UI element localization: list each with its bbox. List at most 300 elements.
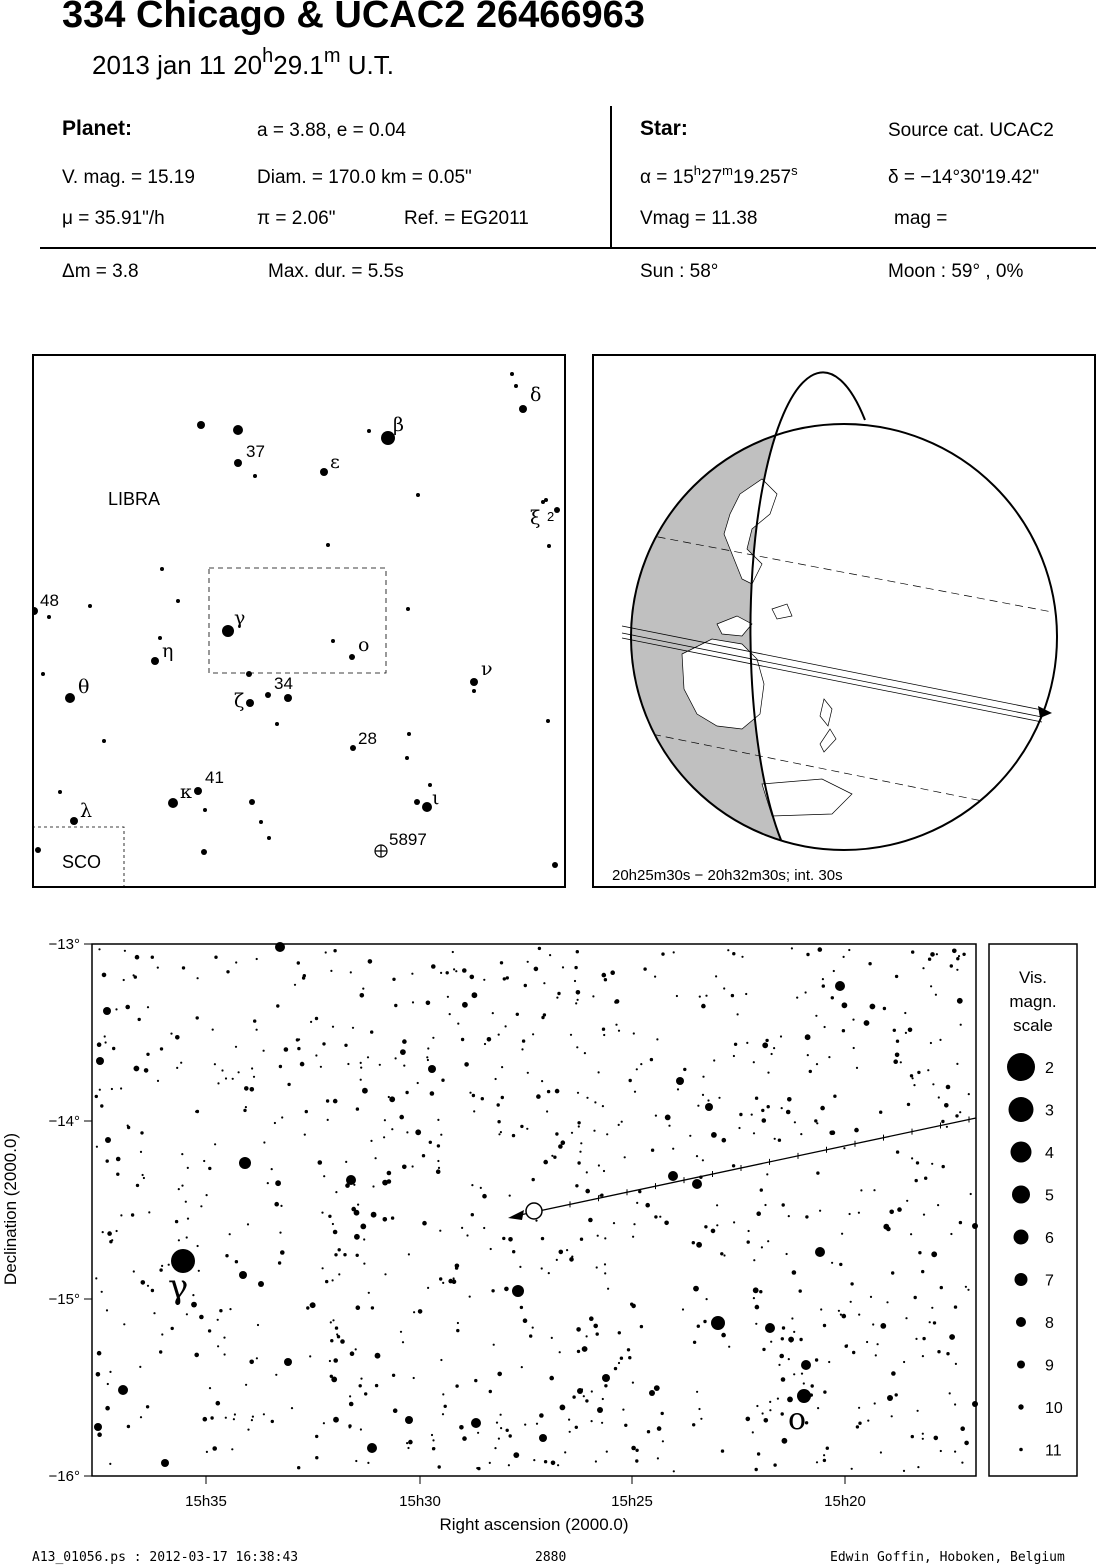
chart-star-455 xyxy=(332,1279,334,1281)
legend-dot-6 xyxy=(1014,1230,1029,1245)
chart-star-66 xyxy=(96,1372,101,1377)
chart-star-239 xyxy=(654,976,656,978)
chart-star-490 xyxy=(375,1157,377,1159)
chart-star-190 xyxy=(437,1119,439,1121)
chart-star-243 xyxy=(471,1213,474,1216)
chart-star-517 xyxy=(762,1412,764,1414)
chart-star-301 xyxy=(824,1026,826,1028)
chart-star-354 xyxy=(823,1454,825,1456)
chart-star-204 xyxy=(456,1329,459,1332)
chart-star-843 xyxy=(474,1379,477,1382)
chart-star-451 xyxy=(186,1236,188,1238)
chart-star-318 xyxy=(843,956,845,958)
chart-star-654 xyxy=(746,1042,748,1044)
chart-star-298 xyxy=(332,1319,334,1321)
chart-star-502 xyxy=(601,1422,603,1424)
chart-star-390 xyxy=(603,1034,605,1036)
chart-star-430 xyxy=(933,1321,936,1324)
chart-star-474 xyxy=(696,1391,698,1393)
chart-star-894 xyxy=(769,1409,771,1411)
chart-star-848 xyxy=(484,1043,486,1045)
chart-star-735 xyxy=(562,966,564,968)
legend-label-7: 7 xyxy=(1045,1272,1054,1290)
chart-star-401 xyxy=(886,1227,891,1232)
chart-star-422 xyxy=(161,1265,163,1267)
chart-star-293 xyxy=(911,1157,913,1159)
chart-star-387 xyxy=(512,1134,515,1137)
chart-star-98 xyxy=(569,1431,571,1433)
finder-star-24 xyxy=(331,639,335,643)
chart-star-375 xyxy=(206,1451,208,1453)
chart-star-408 xyxy=(576,990,581,995)
chart-star-110 xyxy=(650,1058,653,1061)
chart-star-585 xyxy=(196,1110,199,1113)
chart-star-bright-6 xyxy=(668,1171,678,1181)
chart-star-797 xyxy=(127,1125,129,1127)
chart-star-630 xyxy=(817,1407,819,1409)
star-heading: Star: xyxy=(640,117,688,140)
finder-chart xyxy=(32,354,566,888)
chart-star-396 xyxy=(96,1146,98,1148)
ra-tick-label-2: 15h25 xyxy=(611,1493,653,1510)
chart-star-581 xyxy=(854,1128,859,1133)
footer-author: Edwin Goffin, Hoboken, Belgium xyxy=(830,1550,1065,1565)
footer-file: A13_01056.ps : 2012-03-17 16:38:43 xyxy=(32,1550,299,1565)
chart-star-119 xyxy=(791,1317,793,1319)
chart-star-778 xyxy=(922,1337,925,1340)
chart-star-805 xyxy=(613,1222,615,1224)
chart-star-178 xyxy=(464,1062,469,1067)
finder-star-54 xyxy=(552,862,558,868)
chart-star-175 xyxy=(321,1212,323,1214)
chart-star-531 xyxy=(765,1039,768,1042)
chart-star-212 xyxy=(689,1135,691,1137)
finder-star-25 xyxy=(349,654,355,660)
chart-star-43 xyxy=(566,1249,568,1251)
chart-star-840 xyxy=(607,1288,609,1290)
chart-star-874 xyxy=(833,970,835,972)
chart-star-94 xyxy=(212,1029,214,1031)
chart-star-378 xyxy=(635,1459,638,1462)
chart-star-719 xyxy=(791,947,793,949)
chart-star-263 xyxy=(728,1346,730,1348)
chart-star-bright-1 xyxy=(275,942,285,952)
chart-star-641 xyxy=(843,1147,845,1149)
chart-star-639 xyxy=(621,1121,623,1123)
chart-star-bright-34 xyxy=(887,1395,893,1401)
finder-star-43 xyxy=(168,798,178,808)
chart-star-745 xyxy=(400,1331,402,1333)
chart-star-769 xyxy=(845,1345,848,1348)
chart-star-420 xyxy=(471,1184,473,1186)
chart-star-441 xyxy=(191,1302,197,1308)
chart-star-536 xyxy=(100,1104,103,1107)
chart-star-687 xyxy=(403,1065,405,1067)
chart-star-252 xyxy=(513,1452,519,1458)
chart-star-816 xyxy=(146,1405,149,1408)
chart-star-625 xyxy=(363,1238,365,1240)
chart-star-644 xyxy=(438,1167,440,1169)
chart-star-498 xyxy=(586,1335,588,1337)
date-text: 2013 jan 11 20 xyxy=(92,50,263,80)
chart-star-210 xyxy=(457,1023,459,1025)
chart-star-546 xyxy=(753,1132,755,1134)
chart-star-144 xyxy=(497,1103,500,1106)
chart-star-161 xyxy=(198,1270,200,1272)
chart-star-610 xyxy=(661,1412,664,1415)
table-divider-horizontal xyxy=(40,247,1096,249)
chart-star-111 xyxy=(123,1323,125,1325)
chart-star-139 xyxy=(810,1393,813,1396)
chart-star-367 xyxy=(477,1467,480,1470)
chart-star-183 xyxy=(727,949,729,951)
chart-star-356 xyxy=(330,1375,333,1378)
chart-star-bright-20 xyxy=(284,1358,292,1366)
chart-star-112 xyxy=(338,1273,340,1275)
chart-star-409 xyxy=(399,1115,404,1120)
chart-star-865 xyxy=(849,1213,851,1215)
table-divider-vertical xyxy=(610,106,612,248)
finder-label-iota: ι xyxy=(432,787,440,809)
chart-star-461 xyxy=(828,1056,830,1058)
chart-star-737 xyxy=(101,1291,103,1293)
chart-star-411 xyxy=(382,1180,388,1186)
chart-star-499 xyxy=(501,1096,504,1099)
chart-star-756 xyxy=(828,1361,830,1363)
chart-star-759 xyxy=(134,975,137,978)
chart-star-683 xyxy=(588,1218,593,1223)
chart-star-133 xyxy=(585,1189,590,1194)
chart-star-88 xyxy=(755,1097,758,1100)
chart-star-763 xyxy=(323,1422,325,1424)
chart-star-12 xyxy=(426,1056,428,1058)
chart-star-849 xyxy=(235,1260,238,1263)
chart-star-442 xyxy=(893,1029,896,1032)
chart-star-689 xyxy=(793,1331,795,1333)
chart-star-77 xyxy=(356,1107,359,1110)
chart-star-126 xyxy=(603,1170,605,1172)
legend-label-5: 5 xyxy=(1045,1187,1054,1205)
chart-star-148 xyxy=(330,1321,332,1323)
chart-star-765 xyxy=(620,1357,623,1360)
chart-star-280 xyxy=(521,1048,523,1050)
chart-star-272 xyxy=(676,995,678,997)
finder-star-33 xyxy=(246,699,254,707)
finder-star-14 xyxy=(416,493,420,497)
chart-star-424 xyxy=(364,1392,367,1395)
chart-star-477 xyxy=(263,1050,265,1052)
chart-star-841 xyxy=(627,1348,630,1351)
chart-star-755 xyxy=(109,1240,112,1243)
legend-dot-5 xyxy=(1012,1186,1030,1204)
chart-star-50 xyxy=(640,1063,642,1065)
chart-star-131 xyxy=(225,1417,227,1419)
chart-star-bright-11 xyxy=(96,1057,104,1065)
chart-star-806 xyxy=(353,1184,355,1186)
chart-star-835 xyxy=(816,1122,818,1124)
chart-star-104 xyxy=(886,1301,888,1303)
chart-star-861 xyxy=(171,1327,174,1330)
chart-star-419 xyxy=(788,1215,790,1217)
chart-star-167 xyxy=(356,1254,359,1257)
chart-star-340 xyxy=(738,1127,740,1129)
planet-motion: μ = 35.91"/h xyxy=(62,208,165,229)
legend-dot-3 xyxy=(1009,1097,1034,1122)
chart-star-760 xyxy=(367,1462,369,1464)
constellation-sco: SCO xyxy=(62,852,102,872)
chart-star-406 xyxy=(937,1204,939,1206)
finder-star-52 xyxy=(35,847,41,853)
chart-star-657 xyxy=(594,1101,596,1103)
chart-star-690 xyxy=(400,1049,406,1055)
timezone: U.T. xyxy=(340,50,394,80)
chart-star-460 xyxy=(819,1210,821,1212)
chart-star-185 xyxy=(437,1160,439,1162)
chart-star-574 xyxy=(520,1306,523,1309)
chart-star-807 xyxy=(771,1053,773,1055)
chart-star-310 xyxy=(559,1351,561,1353)
chart-star-412 xyxy=(941,1120,944,1123)
finder-star-50 xyxy=(422,802,432,812)
finder-label-xi2: 2 xyxy=(547,509,555,524)
finder-star-42 xyxy=(70,817,78,825)
chart-star-658 xyxy=(360,1378,362,1380)
x-axis-label: Right ascension (2000.0) xyxy=(439,1515,629,1534)
finder-star-7 xyxy=(233,425,243,435)
chart-star-73 xyxy=(263,1141,265,1143)
chart-star-582 xyxy=(622,1409,624,1411)
chart-star-899 xyxy=(604,1384,607,1387)
chart-star-342 xyxy=(199,1315,204,1320)
chart-star-824 xyxy=(440,1359,442,1361)
chart-star-382 xyxy=(127,1425,130,1428)
chart-star-664 xyxy=(561,1140,566,1145)
chart-star-bright-9 xyxy=(835,981,845,991)
chart-star-562 xyxy=(330,970,332,972)
finder-star-9 xyxy=(234,459,242,467)
chart-star-394 xyxy=(263,1413,265,1415)
chart-star-222 xyxy=(906,1200,908,1202)
chart-star-405 xyxy=(181,1185,183,1187)
chart-star-472 xyxy=(874,1402,876,1404)
chart-star-458 xyxy=(367,1056,369,1058)
chart-star-506 xyxy=(208,1167,211,1170)
legend-title-2: magn. xyxy=(1009,992,1057,1011)
chart-star-22 xyxy=(782,1203,785,1206)
chart-star-452 xyxy=(548,1272,550,1274)
chart-star-875 xyxy=(187,1218,189,1220)
chart-star-533 xyxy=(532,1327,534,1329)
chart-star-555 xyxy=(570,1034,572,1036)
chart-star-130 xyxy=(477,1432,479,1434)
chart-star-315 xyxy=(315,1456,318,1459)
legend-label-10: 10 xyxy=(1045,1400,1063,1417)
chart-star-833 xyxy=(657,1426,662,1431)
page-title: 334 Chicago & UCAC2 26466963 xyxy=(62,0,645,36)
chart-star-466 xyxy=(325,1280,328,1283)
finder-star-17 xyxy=(176,599,180,603)
chart-star-42 xyxy=(483,979,485,981)
chart-star-768 xyxy=(677,1088,679,1090)
chart-star-1 xyxy=(229,1308,231,1310)
chart-star-6 xyxy=(116,1173,119,1176)
chart-star-198 xyxy=(267,1182,269,1184)
chart-star-668 xyxy=(614,1367,617,1370)
finder-star-10 xyxy=(253,474,257,478)
chart-star-173 xyxy=(557,1464,559,1466)
chart-star-416 xyxy=(936,953,938,955)
chart-star-611 xyxy=(782,1438,788,1444)
chart-star-11 xyxy=(294,984,296,986)
chart-star-868 xyxy=(698,1408,700,1410)
chart-star-710 xyxy=(705,995,707,997)
chart-star-695 xyxy=(711,1229,716,1234)
chart-star-648 xyxy=(575,1426,578,1429)
chart-star-428 xyxy=(120,1087,122,1089)
chart-star-889 xyxy=(453,968,455,970)
chart-star-764 xyxy=(402,1039,407,1044)
chart-star-640 xyxy=(536,1423,538,1425)
chart-star-491 xyxy=(225,1077,227,1079)
chart-star-260 xyxy=(657,1457,659,1459)
chart-star-bright-33 xyxy=(649,1390,655,1396)
chart-star-881 xyxy=(104,1035,106,1037)
finder-star-11 xyxy=(320,468,328,476)
chart-star-866 xyxy=(659,1216,661,1218)
chart-star-57 xyxy=(923,1214,925,1216)
chart-star-365 xyxy=(153,1312,155,1314)
chart-star-488 xyxy=(799,1338,802,1341)
chart-star-808 xyxy=(839,1263,842,1266)
chart-star-331 xyxy=(232,1078,234,1080)
chart-star-694 xyxy=(577,1121,580,1124)
chart-star-591 xyxy=(755,1323,757,1325)
chart-star-575 xyxy=(360,1428,362,1430)
finder-label-eta: η xyxy=(162,640,174,662)
chart-star-513 xyxy=(333,1358,338,1363)
chart-star-3 xyxy=(917,1410,919,1412)
chart-star-671 xyxy=(340,1339,345,1344)
finder-label-n28: 28 xyxy=(358,729,377,748)
chart-star-712 xyxy=(492,1012,494,1014)
chart-star-336 xyxy=(161,1333,163,1335)
chart-star-615 xyxy=(243,1109,246,1112)
chart-star-69 xyxy=(645,1203,650,1208)
chart-star-208 xyxy=(274,1202,279,1207)
chart-star-31 xyxy=(214,1143,216,1145)
chart-star-28 xyxy=(187,1167,189,1169)
chart-star-370 xyxy=(407,1447,409,1449)
chart-star-bright-24 xyxy=(94,1423,102,1431)
chart-star-93 xyxy=(868,962,871,965)
chart-star-333 xyxy=(176,1067,178,1069)
ra-min: 27 xyxy=(701,167,723,188)
chart-star-114 xyxy=(696,1242,702,1248)
ra-h: h xyxy=(693,163,702,178)
legend-dot-2 xyxy=(1007,1053,1035,1081)
chart-star-781 xyxy=(558,1144,563,1149)
legend-label-6: 6 xyxy=(1045,1230,1054,1247)
chart-star-684 xyxy=(462,968,467,973)
chart-star-734 xyxy=(958,955,960,957)
chart-star-194 xyxy=(480,1187,482,1189)
chart-star-862 xyxy=(147,1006,149,1008)
chart-star-638 xyxy=(967,1289,969,1291)
chart-star-426 xyxy=(527,961,529,963)
chart-star-228 xyxy=(148,1211,150,1213)
chart-star-350 xyxy=(956,969,958,971)
chart-star-101 xyxy=(284,1047,289,1052)
chart-star-469 xyxy=(935,994,937,996)
chart-star-323 xyxy=(577,999,579,1001)
chart-star-799 xyxy=(786,1110,791,1115)
chart-star-492 xyxy=(880,1451,882,1453)
chart-star-714 xyxy=(777,1398,779,1400)
chart-star-453 xyxy=(599,1195,601,1197)
chart-star-245 xyxy=(593,1130,595,1132)
chart-star-65 xyxy=(229,1233,231,1235)
finder-star-0 xyxy=(510,372,514,376)
chart-star-738 xyxy=(787,1097,792,1102)
chart-star-508 xyxy=(615,999,620,1004)
chart-star-743 xyxy=(752,1431,754,1433)
chart-star-433 xyxy=(896,1040,899,1043)
finder-star-45 xyxy=(203,808,207,812)
chart-star-100 xyxy=(962,953,965,956)
chart-star-827 xyxy=(873,1189,875,1191)
chart-star-410 xyxy=(109,1371,111,1373)
chart-star-537 xyxy=(696,1155,698,1157)
chart-star-201 xyxy=(858,1212,860,1214)
chart-star-572 xyxy=(135,955,140,960)
chart-star-386 xyxy=(452,951,454,953)
chart-star-283 xyxy=(280,1205,282,1207)
chart-star-169 xyxy=(713,1059,715,1061)
chart-star-368 xyxy=(457,1322,459,1324)
chart-star-207 xyxy=(569,1257,574,1262)
chart-star-565 xyxy=(805,991,807,993)
chart-star-225 xyxy=(159,1268,162,1271)
chart-star-29 xyxy=(860,1189,862,1191)
chart-star-678 xyxy=(251,1067,253,1069)
chart-star-229 xyxy=(597,1235,599,1237)
minute-marker: m xyxy=(323,45,341,67)
chart-star-281 xyxy=(895,1053,900,1058)
chart-star-278 xyxy=(858,1422,861,1425)
chart-star-465 xyxy=(333,949,336,952)
chart-star-84 xyxy=(606,1451,608,1453)
chart-star-543 xyxy=(502,1237,505,1240)
chart-star-775 xyxy=(291,1407,293,1409)
chart-star-137 xyxy=(102,1231,104,1233)
chart-star-7 xyxy=(692,1423,695,1426)
label-omicron: ο xyxy=(788,1402,807,1437)
chart-star-480 xyxy=(455,970,457,972)
chart-star-788 xyxy=(942,1165,945,1168)
chart-star-798 xyxy=(672,1148,674,1150)
chart-star-254 xyxy=(693,1286,699,1292)
finder-star-8 xyxy=(197,421,205,429)
moon-info: Moon : 59° , 0% xyxy=(888,261,1024,282)
planet-parallax: π = 2.06" xyxy=(257,208,336,229)
chart-star-772 xyxy=(822,984,825,987)
chart-star-600 xyxy=(910,1074,913,1077)
chart-star-444 xyxy=(391,1216,394,1219)
finder-star-34 xyxy=(275,722,279,726)
chart-star-590 xyxy=(553,1156,556,1159)
chart-star-882 xyxy=(360,1224,366,1230)
chart-star-495 xyxy=(549,954,551,956)
